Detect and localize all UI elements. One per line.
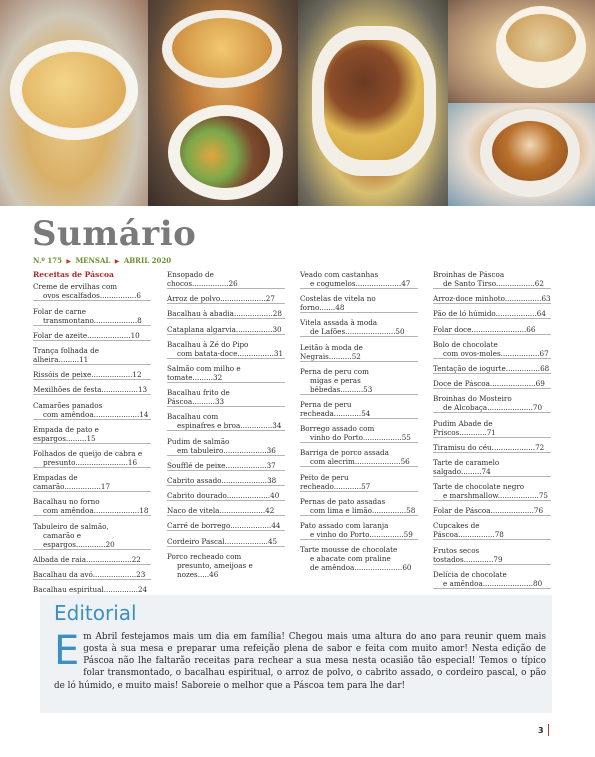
- entry-line: Creme de ervilhas com: [33, 282, 118, 292]
- contents-entry[interactable]: [300, 497, 418, 516]
- leader-dots: ............: [333, 481, 362, 491]
- entry-page: 58: [406, 505, 416, 515]
- issue-date: ABRIL 2020: [123, 256, 172, 265]
- leader-dots: ...................: [490, 506, 534, 516]
- entry-page: 22: [131, 554, 141, 564]
- entry-page: 11: [79, 355, 89, 365]
- entry-line: Salmão com milho e tomate.........32: [167, 363, 241, 382]
- entry-line: migas e peras bêbedas..........53: [310, 375, 373, 394]
- entry-line: Peito de peru recheado............57: [300, 472, 371, 491]
- photo-codfish-and-lamb: [148, 0, 298, 206]
- entry-page: 78: [494, 530, 504, 540]
- entry-line: e amêndoa......................80: [443, 578, 543, 588]
- leader-dots: ..................: [497, 491, 539, 501]
- entry-page: 70: [532, 403, 543, 413]
- entry-page: 6: [136, 291, 141, 301]
- entry-line: Trança folhada de alheira.........11: [33, 346, 99, 365]
- contents-entry[interactable]: [167, 491, 285, 501]
- leader-dots: .......................: [75, 457, 128, 467]
- leader-dots: ...............: [505, 363, 541, 373]
- leader-dots: .....: [197, 569, 210, 579]
- contents-entry[interactable]: [167, 521, 285, 531]
- drop-cap: E: [54, 628, 80, 674]
- food-photo-banner: [0, 0, 595, 206]
- entry-line: Naco de vitela....................42: [167, 506, 275, 516]
- entry-page: 69: [535, 379, 545, 389]
- leader-dots: ..................: [230, 521, 272, 531]
- entry-page: 67: [539, 348, 549, 358]
- entry-page: 66: [526, 324, 536, 334]
- entry-page: 28: [272, 309, 282, 319]
- leader-dots: ....................: [220, 294, 266, 304]
- contents-entry[interactable]: [300, 343, 418, 362]
- contents-entry[interactable]: [33, 570, 151, 580]
- contents-entry[interactable]: [300, 424, 418, 443]
- entry-line: Cabrito dourado...................40: [167, 491, 280, 501]
- contents-entry[interactable]: [167, 270, 285, 289]
- entry-line: Pudim de salmão: [167, 436, 230, 446]
- contents-entry[interactable]: [167, 537, 285, 547]
- entry-page: 8: [137, 315, 142, 325]
- column-entries: [167, 270, 285, 579]
- leader-dots: ....................: [487, 403, 533, 413]
- contents-entry[interactable]: [167, 506, 285, 516]
- contents-entry[interactable]: [33, 401, 151, 420]
- entry-line: e marshmallow..................75: [443, 491, 548, 501]
- entry-line: Porco recheado com: [167, 551, 242, 561]
- entry-line: Mexilhões de festa................13: [33, 385, 148, 395]
- page-number: 3: [538, 726, 544, 735]
- entry-line: de Alcobaça....................70: [443, 403, 543, 413]
- entry-line: presunto, ameijoas e nozes.....46: [177, 560, 253, 579]
- leader-dots: .....................: [354, 563, 403, 573]
- entry-page: 27: [265, 294, 275, 304]
- leader-dots: ................: [64, 482, 101, 492]
- entry-line: e abacate com praline: [310, 554, 391, 564]
- entry-page: 63: [541, 294, 551, 304]
- contents-entry[interactable]: [433, 364, 551, 374]
- contents-entry[interactable]: [33, 370, 151, 380]
- entry-line: Bacalhau com: [167, 412, 219, 422]
- leader-dots: .................: [495, 279, 535, 288]
- entry-line: e vinho do Porto...............59: [310, 529, 413, 539]
- contents-entry[interactable]: [33, 449, 151, 468]
- entry-line: Tentação de iogurte...............68: [433, 363, 550, 373]
- leader-dots: .........: [65, 433, 87, 443]
- leader-dots: ............: [459, 427, 487, 437]
- leader-dots: ...............: [371, 505, 407, 515]
- leader-dots: ..........: [328, 351, 352, 361]
- entry-page: 31: [273, 348, 284, 358]
- contents-entry[interactable]: [167, 340, 285, 359]
- entry-line: Tabuleiro de salmão,: [33, 521, 109, 531]
- entry-line: Frutos secos tostados.............79: [433, 545, 503, 564]
- contents-entry[interactable]: [167, 294, 285, 304]
- triangle-icon: ▶: [66, 258, 71, 265]
- entry-page: 18: [139, 506, 149, 516]
- leader-dots: ...............: [369, 529, 404, 539]
- entry-line: Bacalhau à Zé do Pipo: [167, 339, 249, 349]
- leader-dots: ............: [333, 408, 362, 418]
- contents-entry[interactable]: [433, 443, 551, 453]
- entry-page: 23: [136, 569, 146, 579]
- leader-dots: ...................: [224, 536, 268, 546]
- entry-page: 13: [137, 385, 148, 395]
- entry-page: 62: [534, 279, 544, 288]
- contents-entry[interactable]: [433, 506, 551, 516]
- entry-line: Cataplana algarvia................30: [167, 324, 282, 334]
- entry-page: 20: [105, 539, 115, 549]
- leader-dots: ................: [237, 348, 274, 358]
- entry-line: Ensopado de chocos................26: [167, 270, 238, 288]
- entry-line: Carré de borrego..................44: [167, 521, 281, 531]
- entry-page: 36: [266, 445, 276, 455]
- entry-page: 46: [209, 569, 219, 579]
- entry-line: Cabrito assado....................38: [167, 475, 277, 485]
- entry-page: 75: [538, 491, 548, 501]
- leader-dots: ...................: [223, 445, 267, 455]
- leader-dots: .........: [460, 466, 482, 476]
- entry-line: Barriga de porco assada: [300, 448, 389, 458]
- entry-line: ovos escalfados................6: [43, 291, 141, 301]
- leader-dots: ..............: [240, 421, 273, 431]
- entry-line: Albada de raia....................22: [33, 554, 141, 564]
- leader-dots: .........: [192, 372, 214, 382]
- entry-page: 55: [401, 433, 411, 443]
- contents-entry[interactable]: [300, 400, 418, 419]
- contents-entry[interactable]: [167, 552, 285, 579]
- contents-column-3: [300, 270, 418, 577]
- leader-dots: ...................: [93, 315, 138, 325]
- contents-entry[interactable]: [300, 294, 418, 313]
- contents-entry[interactable]: [433, 521, 551, 540]
- entry-page: 71: [486, 427, 496, 437]
- contents-entry[interactable]: [167, 461, 285, 471]
- contents-entry[interactable]: [300, 270, 418, 289]
- entry-line: Empadas de camarão................17: [33, 473, 111, 492]
- leader-dots: ........................: [471, 324, 527, 334]
- leader-dots: .............: [75, 539, 106, 549]
- entry-page: 53: [363, 384, 373, 394]
- entry-line: Folar de Páscoa...................76: [433, 506, 544, 516]
- entry-page: 76: [533, 506, 544, 516]
- leader-dots: ..................: [495, 309, 537, 319]
- entry-page: 57: [361, 481, 371, 491]
- leader-dots: ....................: [354, 457, 401, 467]
- contents-column-1: [33, 270, 151, 599]
- entry-line: Empada de pato e espargos.........15: [33, 424, 99, 443]
- entry-line: Vitela assada à moda: [300, 318, 378, 328]
- entry-line: com alecrim....................56: [310, 457, 410, 467]
- contents-entry[interactable]: [33, 425, 151, 444]
- contents-entry[interactable]: [33, 331, 151, 341]
- photo-dessert-cup: [448, 0, 595, 103]
- leader-dots: ................: [458, 530, 495, 540]
- entry-page: 68: [540, 363, 550, 373]
- entry-line: com amêndoa....................14: [43, 409, 149, 419]
- contents-entry[interactable]: [33, 346, 151, 365]
- leader-dots: .............: [463, 554, 494, 564]
- contents-entry[interactable]: [300, 367, 418, 395]
- leader-dots: .................: [233, 309, 273, 319]
- leader-dots: ...................: [92, 569, 137, 579]
- triangle-icon: ▶: [114, 258, 120, 265]
- entry-line: Tarte de caramelo salgado.........74: [433, 457, 500, 476]
- contents-entry[interactable]: [167, 309, 285, 319]
- entry-line: Tarte mousse de chocolate: [300, 545, 398, 555]
- section-heading: Receitas de Páscoa: [33, 270, 114, 279]
- entry-line: espinafres e broa..............34: [177, 421, 282, 431]
- entry-line: Bolo de chocolate: [433, 339, 498, 349]
- editorial-box: [40, 595, 552, 713]
- leader-dots: .........: [58, 355, 80, 365]
- entry-page: 32: [213, 372, 223, 382]
- entry-line: Folar de azeite...................10: [33, 330, 140, 340]
- contents-entry[interactable]: [300, 521, 418, 540]
- leader-dots: ....................: [219, 506, 266, 516]
- leader-dots: ................: [99, 291, 137, 301]
- entry-line: Delícia de chocolate: [433, 569, 507, 579]
- entry-line: em tabuleiro...................36: [177, 445, 276, 455]
- leader-dots: ....................: [93, 506, 140, 516]
- entry-line: de amêndoa.....................60: [310, 563, 412, 573]
- entry-line: de Santo Tirso.................62: [443, 279, 544, 288]
- entry-line: Broinhas de Páscoa: [433, 270, 505, 279]
- contents-entry[interactable]: [33, 385, 151, 395]
- leader-dots: ....................: [489, 379, 536, 389]
- entry-page: 37: [266, 460, 276, 470]
- entry-line: Doce de Páscoa....................69: [433, 379, 545, 389]
- leader-dots: ................: [192, 279, 229, 288]
- entry-page: 72: [535, 442, 545, 452]
- entry-line: Leitão à moda de Negrais..........52: [300, 342, 363, 361]
- entry-page: 64: [536, 309, 546, 319]
- contents-entry[interactable]: [167, 364, 285, 383]
- entry-line: Soufflé de peixe..................37: [167, 460, 276, 470]
- entry-line: Pernas de pato assadas: [300, 496, 386, 506]
- entry-line: Perna de peru recheada............54: [300, 399, 371, 418]
- contents-entry[interactable]: [300, 473, 418, 492]
- entry-line: transmontano...................8: [43, 315, 142, 325]
- entry-line: Pão de ló húmido..................64: [433, 309, 546, 319]
- entry-line: Broinhas do Mosteiro: [433, 394, 512, 404]
- entry-page: 14: [139, 409, 149, 419]
- leader-dots: ..........: [192, 397, 215, 407]
- entry-page: 74: [481, 466, 491, 476]
- photo-caramel-cake: [448, 103, 595, 206]
- entry-line: Bacalhau à abadia.................28: [167, 309, 282, 319]
- leader-dots: ................: [101, 385, 138, 395]
- editorial-body: m Abril festejamos mais um dia em família! Chegou mais uma altura do ano para reunir quem mais gosta à sua mesa e preparar uma refeição plena de sabor e feita com muito amor! Nesta edição de Páscoa não lhe faltarão receitas para rechear a sua mesa nesta ocasião tão especial! Temos o típico folar transmontado, o bacalhau espiritual, o arroz de polvo, o cabrito assado, o cordeiro pascal, o pão de ló húmido, e muito mais! Saboreie o melhor que a Páscoa tem para lhe dar!: [54, 632, 546, 691]
- contents-entry[interactable]: [433, 379, 551, 389]
- leader-dots: ..........: [340, 384, 364, 394]
- leader-dots: ................: [504, 294, 542, 304]
- entry-page: 80: [533, 578, 543, 588]
- entry-line: Bacalhau da avó...................23: [33, 569, 146, 579]
- entry-line: Tiramisu do céu...................72: [433, 442, 545, 452]
- contents-entry[interactable]: [167, 437, 285, 456]
- column-entries: [33, 282, 151, 594]
- entry-page: 16: [127, 457, 138, 467]
- contents-entry[interactable]: [33, 522, 151, 550]
- entry-page: 30: [272, 324, 282, 334]
- entry-line: Camarões panados: [33, 400, 103, 410]
- column-entries: [300, 270, 418, 572]
- contents-entry[interactable]: [433, 546, 551, 565]
- leader-dots: ....................: [93, 409, 140, 419]
- contents-entry[interactable]: [433, 294, 551, 304]
- entry-page: 60: [402, 563, 412, 573]
- entry-page: 17: [100, 482, 111, 492]
- entry-line: Pato assado com laranja: [300, 520, 389, 530]
- entry-page: 38: [267, 475, 277, 485]
- entry-line: Perna de peru com: [300, 366, 369, 376]
- entry-line: e cogumelos....................47: [310, 279, 411, 288]
- entry-page: 47: [401, 279, 411, 288]
- entry-line: com lima e limão...............58: [310, 505, 416, 515]
- contents-entry[interactable]: [433, 394, 551, 413]
- contents-entry[interactable]: [433, 482, 551, 501]
- entry-page: 10: [130, 330, 140, 340]
- contents-entry[interactable]: [33, 497, 151, 516]
- contents-column-2: [167, 270, 285, 584]
- entry-page: 45: [267, 536, 278, 546]
- editorial-heading: Editorial: [54, 601, 137, 625]
- contents-entry[interactable]: [167, 412, 285, 431]
- entry-page: 48: [335, 303, 345, 313]
- entry-line: Bacalhau no forno: [33, 497, 100, 507]
- entry-line: Arroz-doce minhoto................63: [433, 294, 551, 304]
- leader-dots: ..................: [91, 370, 133, 380]
- contents-entry[interactable]: [33, 282, 151, 301]
- entry-line: Tarte de chocolate negro: [433, 482, 525, 492]
- contents-column-4: [433, 270, 551, 617]
- contents-entry[interactable]: [433, 325, 551, 335]
- leader-dots: ....................: [221, 475, 268, 485]
- leader-dots: ....................: [355, 279, 402, 288]
- entry-line: Bacalhau espiritual...............24: [33, 585, 148, 595]
- entry-line: com ovos-moles.................67: [443, 348, 549, 358]
- entry-page: 42: [265, 506, 275, 516]
- contents-entry[interactable]: [433, 309, 551, 319]
- entry-line: Bacalhau frito de Páscoa..........33: [167, 388, 230, 407]
- contents-entry[interactable]: [433, 419, 551, 438]
- entry-line: Costelas de vitela no forno.......48: [300, 294, 376, 313]
- contents-entry[interactable]: [33, 473, 151, 492]
- contents-entry[interactable]: [300, 545, 418, 572]
- entry-line: Arroz de polvo....................27: [167, 294, 275, 304]
- column-entries: [433, 270, 551, 612]
- issue-info: [33, 256, 171, 265]
- leader-dots: ..................: [225, 460, 267, 470]
- contents-entry[interactable]: [167, 476, 285, 486]
- entry-line: Folar de carne: [33, 306, 86, 316]
- contents-entry[interactable]: [300, 448, 418, 467]
- contents-entry[interactable]: [33, 555, 151, 565]
- entry-page: 59: [403, 529, 413, 539]
- entry-page: 44: [271, 521, 281, 531]
- entry-line: Cupcakes de Páscoa................78: [433, 521, 504, 540]
- issue-frequency: MENSAL: [75, 256, 111, 265]
- entry-page: 26: [228, 279, 238, 288]
- entry-page: 34: [272, 421, 282, 431]
- entry-line: presunto.......................16: [43, 457, 138, 467]
- contents-entry[interactable]: [433, 570, 551, 589]
- entry-line: Rissóis de peixe..................12: [33, 370, 142, 380]
- entry-page: 56: [400, 457, 410, 467]
- contents-entry[interactable]: [167, 325, 285, 335]
- entry-line: com amêndoa....................18: [43, 506, 149, 516]
- entry-page: 40: [270, 491, 280, 501]
- photo-roast-meat: [298, 0, 448, 206]
- leader-dots: .......: [319, 303, 336, 313]
- entry-line: de Lafões......................50: [310, 327, 405, 337]
- entry-page: 52: [351, 351, 361, 361]
- entry-page: 33: [214, 397, 225, 407]
- entry-line: Cordeiro Pascal...................45: [167, 536, 278, 546]
- entry-line: Folhados de queijo de cabra e: [33, 448, 143, 458]
- leader-dots: ......................: [345, 327, 396, 337]
- photo-gratin: [0, 0, 148, 206]
- contents-entry[interactable]: [433, 270, 551, 289]
- entry-page: 12: [132, 370, 142, 380]
- entry-page: 50: [395, 327, 405, 337]
- leader-dots: ...................: [87, 330, 131, 340]
- entry-page: 79: [493, 554, 503, 564]
- leader-dots: ....................: [86, 554, 132, 564]
- contents-entry[interactable]: [167, 388, 285, 407]
- entry-line: Veado com castanhas: [300, 270, 379, 279]
- entry-line: com batata-doce................31: [177, 348, 284, 358]
- entry-line: vinho do Porto.................55: [310, 433, 411, 443]
- entry-line: Borrego assado com: [300, 424, 375, 434]
- issue-number: N.º 175: [33, 256, 62, 265]
- leader-dots: ...................: [491, 442, 536, 452]
- leader-dots: .................: [500, 348, 540, 358]
- editorial-text: [54, 628, 546, 692]
- contents-entry[interactable]: [433, 340, 551, 359]
- leader-dots: ................: [235, 324, 273, 334]
- entry-page: 24: [137, 585, 148, 595]
- leader-dots: ......................: [482, 578, 534, 588]
- entry-page: 15: [86, 433, 96, 443]
- entry-page: 54: [361, 408, 371, 418]
- leader-dots: ...................: [226, 491, 271, 501]
- contents-entry[interactable]: [433, 458, 551, 477]
- entry-line: camarão e espargos.............20: [43, 530, 115, 549]
- entry-line: Folar doce........................66: [433, 324, 536, 334]
- contents-entry[interactable]: [33, 585, 151, 594]
- entry-line: Pudim Abade de Priscos............71: [433, 418, 496, 437]
- page-title: Sumário: [32, 214, 197, 254]
- contents-entry[interactable]: [33, 307, 151, 326]
- page-number-bar: [548, 724, 549, 736]
- leader-dots: .................: [362, 433, 402, 443]
- leader-dots: ...............: [103, 585, 138, 595]
- contents-entry[interactable]: [300, 318, 418, 337]
